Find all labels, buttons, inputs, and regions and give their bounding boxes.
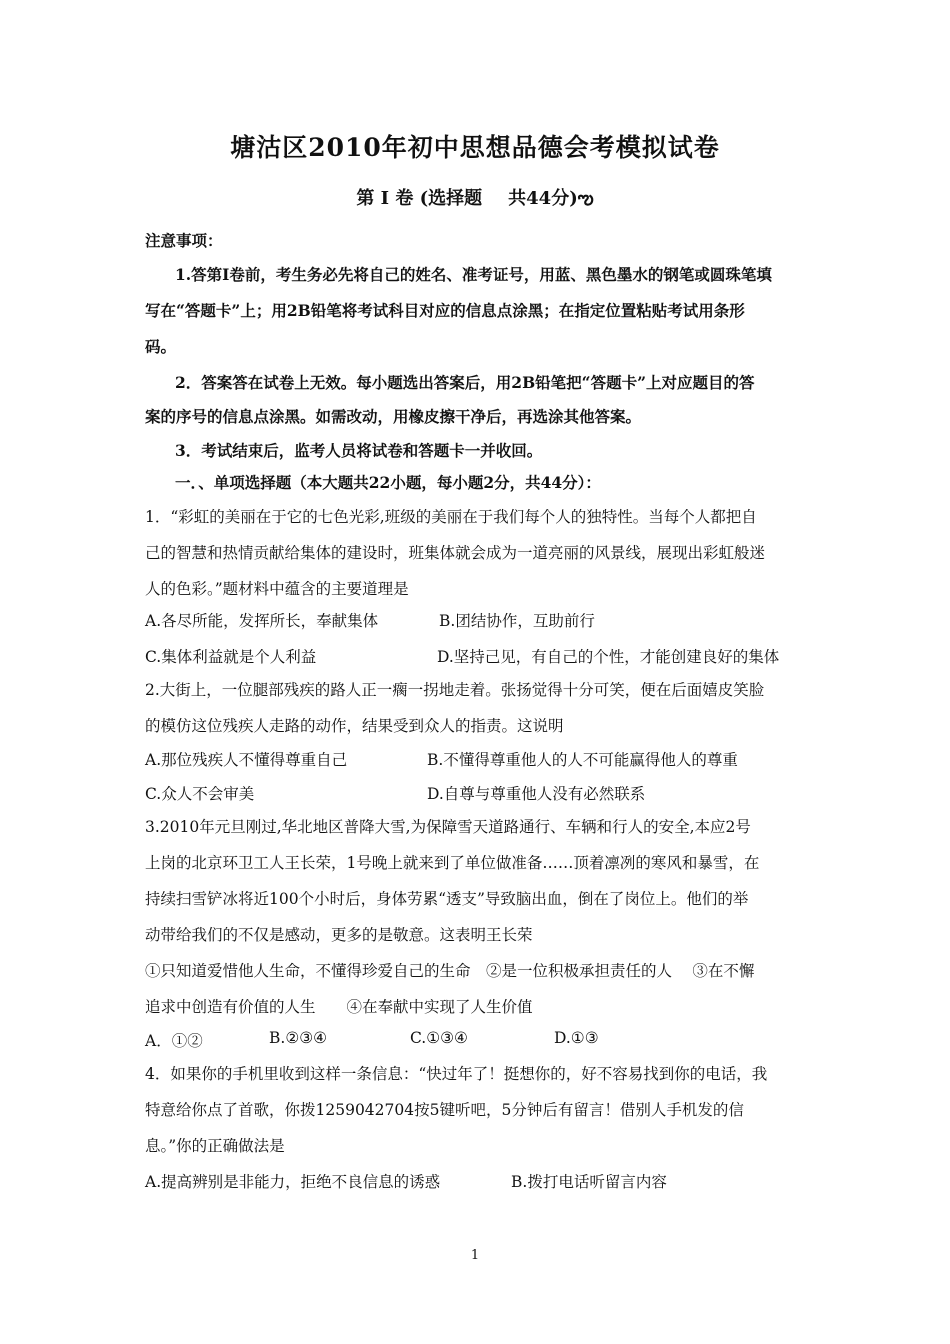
q1-option-c: C.集体利益就是个人利益 <box>145 648 317 666</box>
q4-line-2: 特意给你点了首歌，你拨1259042704按5键听吧，5分钟后有留言！借别人手机发的信 <box>145 1101 744 1119</box>
section-subtitle <box>0 184 950 213</box>
exam-title: 塘沽区2010年初中思想品德会考模拟试卷 <box>230 133 720 162</box>
note-2-line-1: 2．答案答在试卷上无效。每小题选出答案后，用2B铅笔把“答题卡”上对应题目的答 <box>175 373 755 392</box>
q2-option-b: B.不懂得尊重他人的人不可能赢得他人的尊重 <box>427 751 738 769</box>
q1-option-d: D.坚持己见，有自己的个性，才能创建良好的集体 <box>437 648 780 666</box>
note-2-line-2: 案的序号的信息点涂黑。如需改动，用橡皮擦干净后，再选涂其他答案。 <box>145 407 642 426</box>
q4-option-b: B.拨打电话听留言内容 <box>511 1173 667 1191</box>
q1-option-a: A.各尽所能，发挥所长，奉献集体 <box>145 612 379 630</box>
q3-line-4: 动带给我们的不仅是感动，更多的是敬意。这表明王长荣 <box>145 926 533 944</box>
q4-line-3: 息。”你的正确做法是 <box>145 1137 285 1155</box>
q3-line-2: 上岗的北京环卫工人王长荣，1号晚上就来到了单位做准备……顶着凛冽的寒风和暴雪，在 <box>145 854 760 872</box>
subtitle-part: 第 Ⅰ 卷 (选择题 <box>356 188 483 209</box>
q3-statements-line-2: 追求中创造有价值的人生 ④在奉献中实现了人生价值 <box>145 998 533 1016</box>
q3-option-d: D.①③ <box>554 1029 599 1047</box>
q3-line-3: 持续扫雪铲冰将近100个小时后，身体劳累“透支”导致脑出血，倒在了岗位上。他们的举 <box>145 890 749 908</box>
note-1-line-1: 1.答第Ⅰ卷前，考生务必先将自己的姓名、准考证号，用蓝、黑色墨水的钢笔或圆珠笔填 <box>175 265 772 284</box>
note-1-line-3: 码。 <box>145 337 177 356</box>
q3-statements-line-1: ①只知道爱惜他人生命，不懂得珍爱自己的生命 ②是一位积极承担责任的人 ③在不懈 <box>145 962 755 980</box>
notes-heading: 注意事项： <box>145 231 223 250</box>
note-1-line-2: 写在“答题卡”上；用2B铅笔将考试科目对应的信息点涂黑；在指定位置粘贴考试用条形 <box>145 301 745 320</box>
page-number: 1 <box>470 1248 480 1263</box>
q2-option-d: D.自尊与尊重他人没有必然联系 <box>427 785 646 803</box>
subtitle-mark-icon: ఌ <box>577 188 594 209</box>
q3-option-b: B.②③④ <box>269 1029 328 1047</box>
section-heading: 一．、单项选择题（本大题共22小题，每小题2分，共44分）： <box>175 473 601 492</box>
q2-line-1: 2.大街上，一位腿部残疾的路人正一瘸一拐地走着。张扬觉得十分可笑，便在后面嬉皮笑脸 <box>145 681 765 699</box>
q4-line-1: 4．如果你的手机里收到这样一条信息：“快过年了！挺想你的，好不容易找到你的电话，我 <box>145 1065 768 1083</box>
q1-line-2: 己的智慧和热情贡献给集体的建设时，班集体就会成为一道亮丽的风景线，展现出彩虹般迷 <box>145 544 766 562</box>
q1-line-3: 人的色彩。”题材料中蕴含的主要道理是 <box>145 580 409 598</box>
q1-option-b: B.团结协作，互助前行 <box>439 612 595 630</box>
note-3: 3．考试结束后，监考人员将试卷和答题卡一并收回。 <box>175 441 543 460</box>
q2-option-a: A.那位残疾人不懂得尊重自己 <box>145 751 348 769</box>
subtitle-total: 共44分) <box>508 188 578 209</box>
q3-option-a: A．①② <box>145 1032 203 1050</box>
q3-option-c: C.①③④ <box>410 1029 468 1047</box>
q2-line-2: 的模仿这位残疾人走路的动作，结果受到众人的指责。这说明 <box>145 717 564 735</box>
q1-line-1: 1．“彩虹的美丽在于它的七色光彩,班级的美丽在于我们每个人的独特性。当每个人都把自 <box>145 508 757 526</box>
q4-option-a: A.提高辨别是非能力，拒绝不良信息的诱惑 <box>145 1173 441 1191</box>
q2-option-c: C.众人不会审美 <box>145 785 255 803</box>
q3-line-1: 3.2010年元旦刚过,华北地区普降大雪,为保障雪天道路通行、车辆和行人的安全,本应2号 <box>145 818 751 836</box>
